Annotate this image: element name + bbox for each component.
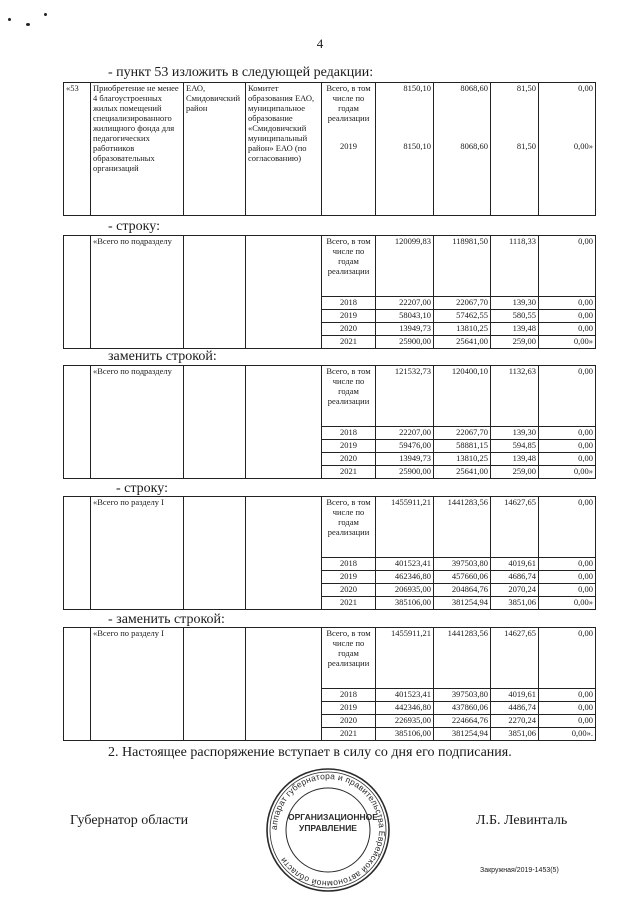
period-total-label: Всего, в том числе по годам реализации xyxy=(322,366,376,427)
value-cell: 0,00 xyxy=(539,322,596,335)
year-cell: 2019 xyxy=(322,570,376,583)
heading-paragraph-53: - пункт 53 изложить в следующей редакции: xyxy=(108,65,374,80)
value-cell: 59476,00 xyxy=(376,439,434,452)
value-cell: 13949,73 xyxy=(376,322,434,335)
value-cell: 259,00 xyxy=(491,335,539,348)
effective-date-paragraph: 2. Настоящее распоряжение вступает в силу со дня его подписания. xyxy=(108,745,512,760)
year-cell: 2018 xyxy=(322,689,376,702)
value-cell: 57462,55 xyxy=(434,309,491,322)
year-cell: 2020 xyxy=(322,583,376,596)
year-cell: 2021 xyxy=(322,335,376,348)
value-cell: 8150,10 xyxy=(376,141,434,216)
year-cell: 2018 xyxy=(322,427,376,440)
item-location: ЕАО, Смидовичский район xyxy=(184,83,246,216)
total-cell: 1132,63 xyxy=(491,366,539,427)
value-cell: 580,55 xyxy=(491,309,539,322)
value-cell: 381254,94 xyxy=(434,596,491,609)
page-number: 4 xyxy=(316,36,324,51)
value-cell: 0,00 xyxy=(539,714,596,727)
value-cell: 397503,80 xyxy=(434,689,491,702)
total-cell: 0,00 xyxy=(539,628,596,689)
total-cell: 0,00 xyxy=(539,236,596,297)
value-cell: 401523,41 xyxy=(376,558,434,571)
value-cell: 0,00 xyxy=(539,439,596,452)
value-cell: 22067,70 xyxy=(434,427,491,440)
year-cell: 2019 xyxy=(322,701,376,714)
value-cell: 8068,60 xyxy=(434,141,491,216)
total-cell: 120400,10 xyxy=(434,366,491,427)
value-cell: 437860,06 xyxy=(434,701,491,714)
value-cell: 0,00 xyxy=(539,570,596,583)
value-cell: 13810,25 xyxy=(434,452,491,465)
row-label: «Всего по подразделу xyxy=(91,366,184,479)
value-cell: 0,00 xyxy=(539,558,596,571)
value-cell: 204864,76 xyxy=(434,583,491,596)
organization-seal xyxy=(264,766,392,894)
heading-replace-row: - заменить строкой: xyxy=(108,612,225,627)
period-total-label: Всего, в том числе по годам реализации xyxy=(322,497,376,558)
value-cell: 0,00» xyxy=(539,596,596,609)
total-cell: 1455911,21 xyxy=(376,628,434,689)
heading-row: - строку: xyxy=(116,481,168,496)
signatory-name: Л.Б. Левинталь xyxy=(476,813,568,828)
value-cell: 4486,74 xyxy=(491,701,539,714)
scan-speck xyxy=(8,18,11,21)
value-cell: 0,00 xyxy=(539,583,596,596)
value-cell: 2070,24 xyxy=(491,583,539,596)
value-cell: 4686,74 xyxy=(491,570,539,583)
signatory-title: Губернатор области xyxy=(70,813,189,828)
value-cell: 0,00» xyxy=(539,465,596,478)
period-total-label: Всего, в том числе по годам реализации xyxy=(322,83,376,142)
value-cell: 0,00» xyxy=(539,335,596,348)
total-cell: 14627,65 xyxy=(491,497,539,558)
item-number: «53 xyxy=(64,83,91,216)
table-subsection-old xyxy=(63,235,596,349)
total-cell: 121532,73 xyxy=(376,366,434,427)
value-cell: 457660,06 xyxy=(434,570,491,583)
value-cell: 0,00». xyxy=(539,727,596,740)
table-item-53 xyxy=(63,82,596,216)
total-cell: 8068,60 xyxy=(434,83,491,142)
value-cell: 0,00 xyxy=(539,309,596,322)
value-cell: 397503,80 xyxy=(434,558,491,571)
table-section-new xyxy=(63,627,596,741)
item-name: Приобретение не менее 4 благоустроенных жилых помещений специализированного жилищного фонда для педагогических работников образовательных организаций xyxy=(91,83,184,216)
year-cell: 2020 xyxy=(322,452,376,465)
value-cell: 22207,00 xyxy=(376,427,434,440)
value-cell: 25900,00 xyxy=(376,335,434,348)
value-cell: 0,00 xyxy=(539,427,596,440)
value-cell: 25641,00 xyxy=(434,465,491,478)
value-cell: 13949,73 xyxy=(376,452,434,465)
value-cell: 462346,80 xyxy=(376,570,434,583)
value-cell: 4019,61 xyxy=(491,558,539,571)
seal-center-text: ОРГАНИЗАЦИОННОЕ УПРАВЛЕНИЕ xyxy=(288,812,378,833)
total-cell: 1118,33 xyxy=(491,236,539,297)
total-cell: 1441283,56 xyxy=(434,628,491,689)
value-cell: 381254,94 xyxy=(434,727,491,740)
row-label: «Всего по подразделу xyxy=(91,236,184,349)
total-cell: 81,50 xyxy=(491,83,539,142)
period-total-label: Всего, в том числе по годам реализации xyxy=(322,236,376,297)
row-label: «Всего по разделу I xyxy=(91,628,184,741)
year-cell: 2020 xyxy=(322,714,376,727)
value-cell: 139,30 xyxy=(491,297,539,310)
value-cell: 25641,00 xyxy=(434,335,491,348)
total-cell: 0,00 xyxy=(539,366,596,427)
value-cell: 385106,00 xyxy=(376,596,434,609)
value-cell: 22067,70 xyxy=(434,297,491,310)
total-cell: 1441283,56 xyxy=(434,497,491,558)
value-cell: 3851,06 xyxy=(491,596,539,609)
value-cell: 139,48 xyxy=(491,322,539,335)
year-cell: 2019 xyxy=(322,439,376,452)
value-cell: 13810,25 xyxy=(434,322,491,335)
document-reference: Закружная/2019-1453(5) xyxy=(480,867,559,874)
value-cell: 206935,00 xyxy=(376,583,434,596)
value-cell: 0,00 xyxy=(539,452,596,465)
value-cell: 401523,41 xyxy=(376,689,434,702)
value-cell: 259,00 xyxy=(491,465,539,478)
heading-row: - строку: xyxy=(108,219,160,234)
value-cell: 81,50 xyxy=(491,141,539,216)
total-cell: 1455911,21 xyxy=(376,497,434,558)
total-cell: 118981,50 xyxy=(434,236,491,297)
year-cell: 2019 xyxy=(322,141,376,216)
value-cell: 0,00 xyxy=(539,701,596,714)
value-cell: 224664,76 xyxy=(434,714,491,727)
year-cell: 2018 xyxy=(322,558,376,571)
scan-speck xyxy=(26,23,30,26)
year-cell: 2021 xyxy=(322,727,376,740)
year-cell: 2021 xyxy=(322,596,376,609)
year-cell: 2020 xyxy=(322,322,376,335)
value-cell: 3851,06 xyxy=(491,727,539,740)
table-section-old xyxy=(63,496,596,610)
total-cell: 0,00 xyxy=(539,83,596,142)
value-cell: 0,00 xyxy=(539,689,596,702)
value-cell: 22207,00 xyxy=(376,297,434,310)
table-subsection-new xyxy=(63,365,596,479)
value-cell: 139,48 xyxy=(491,452,539,465)
item-executor: Комитет образования ЕАО, муниципальное образование «Смидовичский муниципальный район» ЕАО (по согласованию) xyxy=(246,83,322,216)
value-cell: 58043,10 xyxy=(376,309,434,322)
value-cell: 58881,15 xyxy=(434,439,491,452)
value-cell: 139,30 xyxy=(491,427,539,440)
total-cell: 120099,83 xyxy=(376,236,434,297)
total-cell: 14627,65 xyxy=(491,628,539,689)
year-cell: 2021 xyxy=(322,465,376,478)
total-cell: 0,00 xyxy=(539,497,596,558)
value-cell: 2270,24 xyxy=(491,714,539,727)
period-total-label: Всего, в том числе по годам реализации xyxy=(322,628,376,689)
value-cell: 226935,00 xyxy=(376,714,434,727)
row-label: «Всего по разделу I xyxy=(91,497,184,610)
seal-ring-text: аппарат губернатора и правительства Еврейской автономной области xyxy=(268,770,388,890)
value-cell: 0,00» xyxy=(539,141,596,216)
value-cell: 0,00 xyxy=(539,297,596,310)
total-cell: 8150,10 xyxy=(376,83,434,142)
value-cell: 385106,00 xyxy=(376,727,434,740)
value-cell: 4019,61 xyxy=(491,689,539,702)
value-cell: 594,85 xyxy=(491,439,539,452)
heading-replace-row: заменить строкой: xyxy=(108,349,217,364)
year-cell: 2018 xyxy=(322,297,376,310)
value-cell: 25900,00 xyxy=(376,465,434,478)
value-cell: 442346,80 xyxy=(376,701,434,714)
scan-speck xyxy=(44,13,47,16)
year-cell: 2019 xyxy=(322,309,376,322)
